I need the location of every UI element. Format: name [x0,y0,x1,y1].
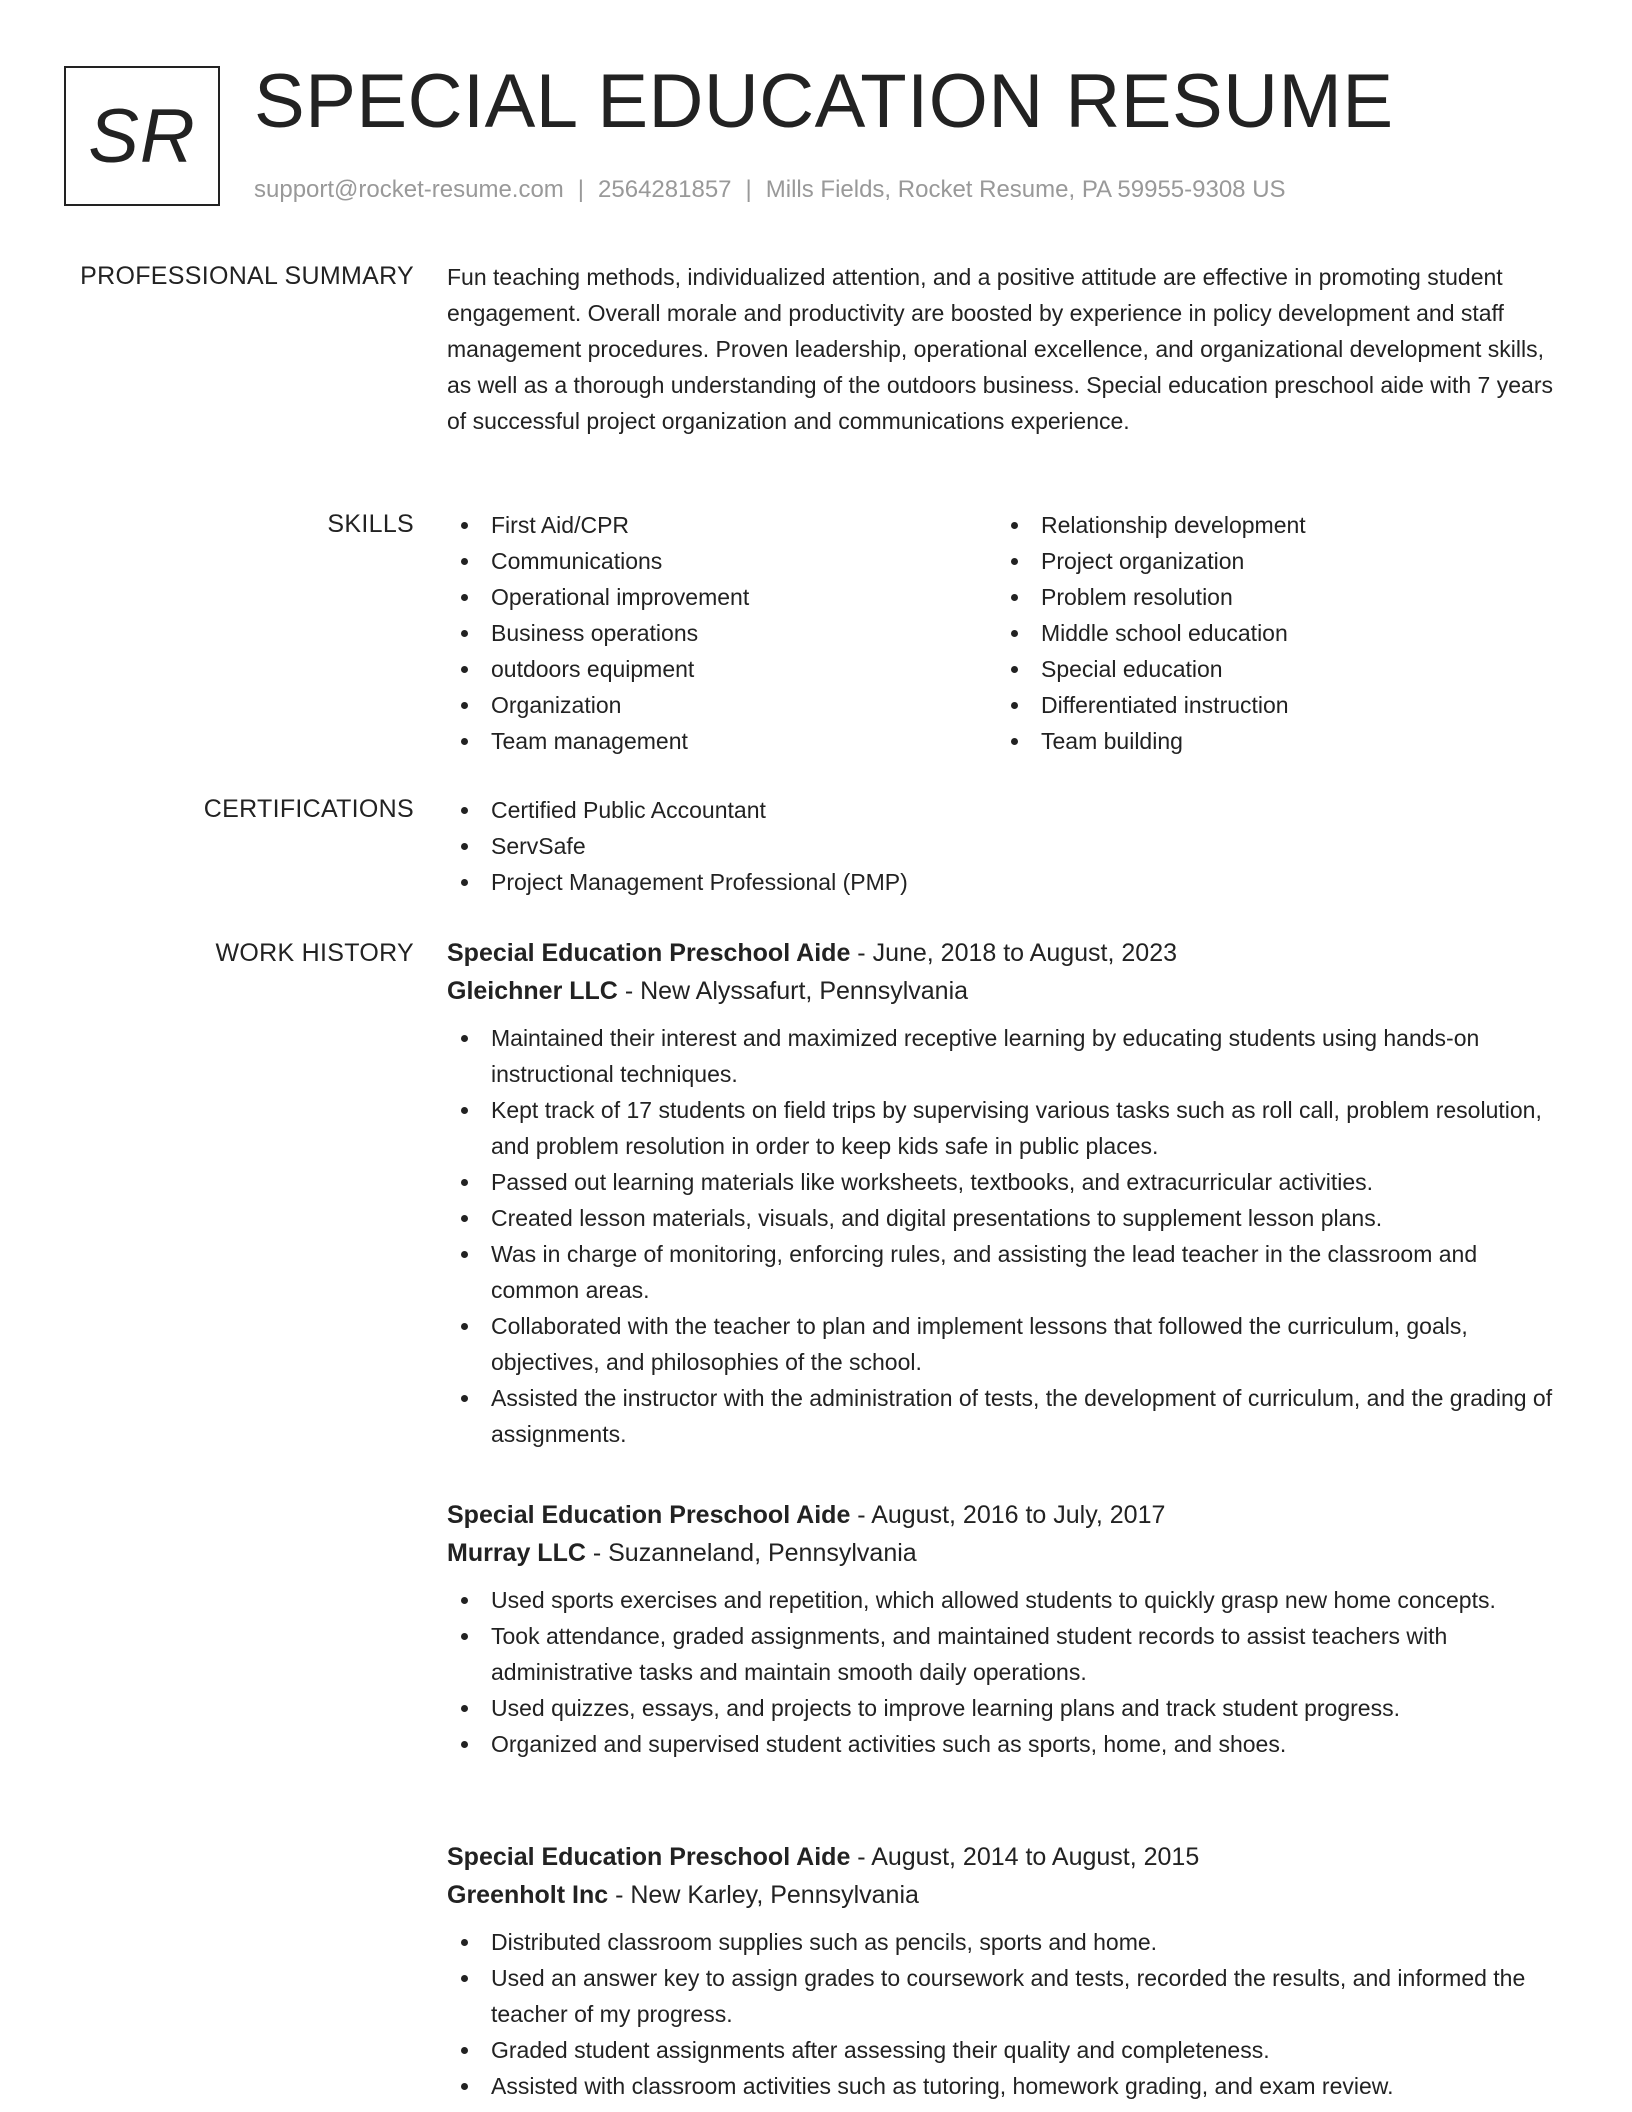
contact-phone: 2564281857 [598,176,732,203]
job-company: Gleichner LLC [447,977,618,1005]
job-title-line [447,934,1567,972]
certification-item: Certified Public Accountant [447,792,1567,828]
job-bullet: Graded student assignments after assessing their quality and completeness. [447,2032,1567,2068]
contact-separator: | [577,176,585,203]
certification-item: ServSafe [447,828,1567,864]
job-entry [447,934,1567,1452]
certification-item: Project Management Professional (PMP) [447,864,1567,900]
job-bullet: Assisted the instructor with the administration of tests, the development of curriculum, and the grading of assignments. [447,1380,1567,1452]
job-bullet: Used sports exercises and repetition, which allowed students to quickly grasp new home concepts. [447,1582,1567,1618]
job-title-line [447,1496,1567,1534]
skill-item: Project organization [997,543,1547,579]
summary-label: PROFESSIONAL SUMMARY [80,262,414,290]
job-title: Special Education Preschool Aide [447,1501,851,1529]
skill-item: Differentiated instruction [997,687,1547,723]
job-bullet: Took attendance, graded assignments, and maintained student records to assist teachers with administrative tasks and maintain smooth daily operations. [447,1618,1567,1690]
job-location: - New Karley, Pennsylvania [608,1881,919,1909]
certifications-section [447,792,1567,900]
skill-item: outdoors equipment [447,651,997,687]
skill-item: Communications [447,543,997,579]
monogram-initials: SR [88,93,196,179]
job-entry [447,1838,1567,2104]
job-bullet: Assisted with classroom activities such as tutoring, homework grading, and exam review. [447,2068,1567,2104]
job-bullet: Distributed classroom supplies such as pencils, sports and home. [447,1924,1567,1960]
job-title-line [447,1838,1567,1876]
skill-item: Relationship development [997,507,1547,543]
skills-list-left [447,507,997,759]
job-title: Special Education Preschool Aide [447,1843,851,1871]
contact-email: support@rocket-resume.com [254,176,564,203]
job-location: - New Alyssafurt, Pennsylvania [617,977,969,1005]
job-company-line [447,1876,1567,1914]
skill-item: Organization [447,687,997,723]
skill-item: First Aid/CPR [447,507,997,543]
job-bullet: Kept track of 17 students on field trips by supervising various tasks such as roll call, problem resolution, and problem resolution in order to keep kids safe in public places. [447,1092,1567,1164]
work-history-label: WORK HISTORY [215,939,414,967]
skills-list-right [997,507,1547,759]
certifications-list [447,792,1567,900]
job-bullet: Created lesson materials, visuals, and digital presentations to supplement lesson plans. [447,1200,1567,1236]
skill-item: Business operations [447,615,997,651]
job-dates: - August, 2014 to August, 2015 [850,1843,1200,1871]
job-dates: - June, 2018 to August, 2023 [850,939,1177,967]
job-dates: - August, 2016 to July, 2017 [850,1501,1166,1529]
job-company-line [447,972,1567,1010]
skills-section [447,507,1567,759]
job-bullet: Organized and supervised student activities such as sports, home, and shoes. [447,1726,1567,1762]
summary-section [447,259,1567,439]
job-bullets [447,1924,1567,2104]
contact-line [254,174,1286,206]
resume-title: SPECIAL EDUCATION RESUME [254,59,1394,144]
certifications-label: CERTIFICATIONS [203,795,414,823]
skill-item: Middle school education [997,615,1547,651]
job-bullets [447,1020,1567,1452]
skill-item: Team management [447,723,997,759]
job-company: Greenholt Inc [447,1881,609,1909]
skills-label: SKILLS [327,510,414,538]
job-bullet: Collaborated with the teacher to plan and implement lessons that followed the curriculum, goals, objectives, and philosophies of the school. [447,1308,1567,1380]
skill-item: Team building [997,723,1547,759]
job-bullets [447,1582,1567,1762]
job-bullet: Maintained their interest and maximized receptive learning by educating students using hands-on instructional techniques. [447,1020,1567,1092]
job-location: - Suzanneland, Pennsylvania [585,1539,917,1567]
job-bullet: Used an answer key to assign grades to coursework and tests, recorded the results, and informed the teacher of my progress. [447,1960,1567,2032]
job-bullet: Passed out learning materials like worksheets, textbooks, and extracurricular activities. [447,1164,1567,1200]
job-entry [447,1496,1567,1762]
summary-text: Fun teaching methods, individualized attention, and a positive attitude are effective in promoting student engagement. Overall morale and productivity are boosted by experience in policy development and staff management procedures. Proven leadership, operational excellence, and organizational development skills, as well as a thorough understanding of the outdoors business. Special education preschool aide with 7 years of successful project organization and communications experience. [447,264,1553,434]
skill-item: Problem resolution [997,579,1547,615]
job-bullet: Was in charge of monitoring, enforcing rules, and assisting the lead teacher in the classroom and common areas. [447,1236,1567,1308]
job-title: Special Education Preschool Aide [447,939,851,967]
monogram-box [64,66,220,206]
skill-item: Operational improvement [447,579,997,615]
contact-separator: | [745,176,752,203]
contact-address: Mills Fields, Rocket Resume, PA 59955-9308 US [765,176,1286,203]
job-bullet: Used quizzes, essays, and projects to improve learning plans and track student progress. [447,1690,1567,1726]
skill-item: Special education [997,651,1547,687]
job-company: Murray LLC [447,1539,586,1567]
job-company-line [447,1534,1567,1572]
